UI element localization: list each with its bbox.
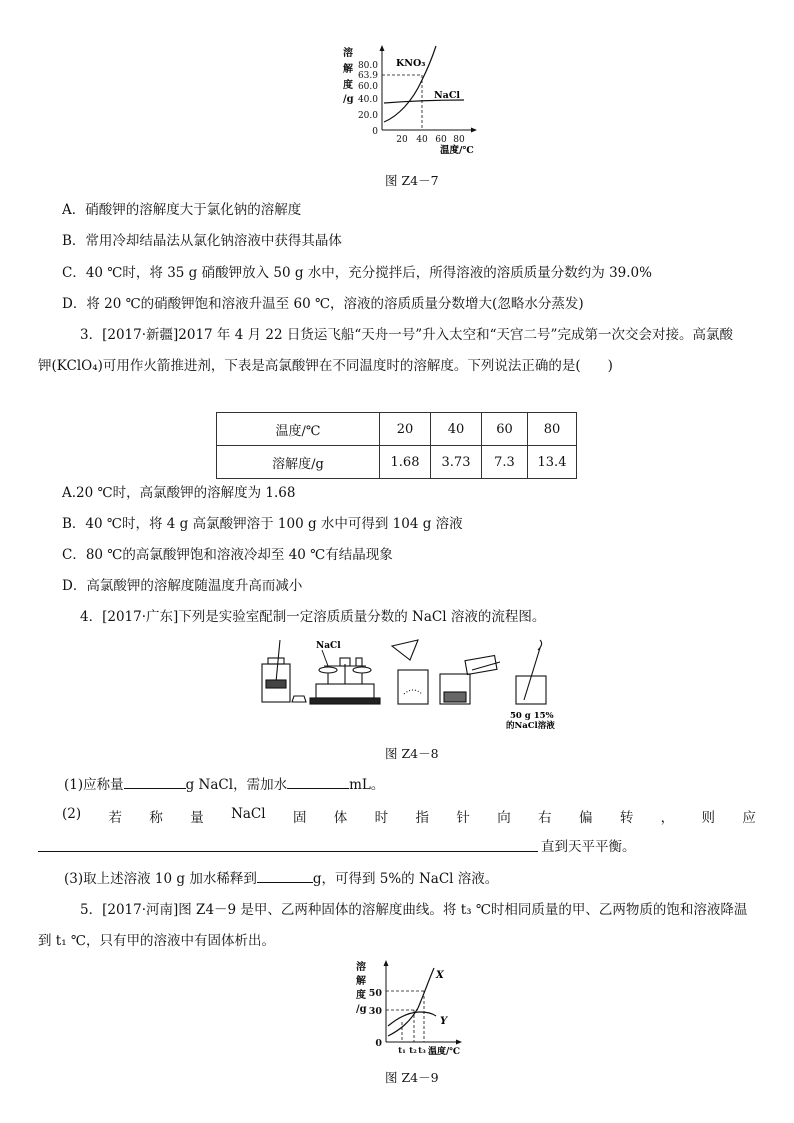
- y-axis-arrow: [384, 960, 389, 966]
- table-cell: 60: [482, 413, 528, 446]
- y-axis-char: 溶: [356, 962, 366, 973]
- q5-stem-line-1: 5．[2017·河南]图 Z4－9 是甲、乙两种固体的溶解度曲线。将 t₃ ℃时相同质量的甲、乙两物质的饱和溶液降温: [80, 902, 748, 918]
- q4-part-2-word: 则: [701, 810, 716, 826]
- table-header-cell: 溶解度/g: [217, 446, 380, 479]
- q3-option-a: A.20 ℃时，高氯酸钾的溶解度为 1.68: [62, 485, 296, 501]
- solubility-chart-z4-9: [348, 958, 468, 1062]
- pouring-beakers-icon: [440, 656, 500, 704]
- q3-option-d: D．高氯酸钾的溶解度随温度升高而减小: [62, 578, 303, 594]
- y-axis-char: /g: [356, 1004, 367, 1015]
- x-tick-label: 40: [416, 135, 428, 145]
- q4-part-1: [64, 776, 384, 794]
- table-cell: 3.73: [431, 446, 482, 479]
- x-tick-label: t₁: [398, 1046, 406, 1056]
- nacl-label: NaCl: [316, 641, 341, 651]
- x-axis-label: 温度/℃: [428, 1047, 461, 1057]
- table-header-cell: 温度/℃: [217, 413, 380, 446]
- q4-part-2-word: 指: [415, 810, 430, 826]
- q4-part-2-word: 固: [292, 810, 307, 826]
- q4-part-1-text-a: (1)应称量: [64, 777, 124, 793]
- y-axis-char: /g: [343, 94, 354, 105]
- series-label-x: X: [436, 970, 444, 981]
- y-axis-char: 度: [343, 80, 353, 91]
- q2-option-b: B．常用冷却结晶法从氯化钠溶液中获得其晶体: [62, 233, 342, 249]
- x-axis-arrow: [456, 1040, 462, 1045]
- y-tick-label: 0: [372, 127, 378, 137]
- curve-y: [388, 1012, 436, 1026]
- result-label-line-1: 50 g 15%: [510, 711, 554, 721]
- balance-icon: [310, 658, 380, 704]
- q4-part-2-word: (2): [62, 806, 82, 822]
- q4-part-3-text-b: g，可得到 5%的 NaCl 溶液。: [312, 871, 499, 887]
- x-axis-arrow: [471, 128, 477, 133]
- table-row: [217, 413, 577, 446]
- table-cell: 80: [528, 413, 577, 446]
- q4-part-2-word: 转: [619, 810, 634, 826]
- solubility-table: [216, 412, 577, 479]
- funnel-icon: [392, 640, 428, 704]
- table-row: [217, 446, 577, 479]
- q4-part-2-word: 向: [497, 810, 511, 826]
- y-axis-arrow: [380, 45, 385, 51]
- q4-part-3: [64, 870, 498, 888]
- spatula-icon: [322, 650, 328, 666]
- q4-part-2-word: 体: [333, 810, 348, 826]
- q4-part-2-word: ，: [660, 810, 675, 826]
- q3-option-c: C．80 ℃的高氯酸钾饱和溶液冷却至 40 ℃有结晶现象: [62, 547, 393, 563]
- q4-part-1-text-b: g NaCl，需加水: [185, 777, 288, 793]
- x-tick-label: t₂: [409, 1046, 417, 1056]
- reagent-bottle-icon: [262, 640, 306, 702]
- answer-blank[interactable]: [257, 870, 313, 883]
- y-tick-label: 0: [375, 1038, 382, 1049]
- y-tick-label: 50: [368, 988, 382, 999]
- q4-part-2-line-1: [62, 806, 756, 826]
- q4-part-2-word: 应: [742, 810, 756, 826]
- q3-stem-line-2: 钾(KClO₄)可用作火箭推进剂，下表是高氯酸钾在不同温度时的溶解度。下列说法正确的是( ): [38, 358, 613, 374]
- curve-x: [388, 968, 434, 1036]
- answer-blank-long[interactable]: [38, 851, 538, 852]
- q2-option-a: A．硝酸钾的溶解度大于氯化钠的溶解度: [62, 202, 302, 218]
- x-tick-label: 80: [453, 135, 465, 145]
- q4-part-1-text-c: mL。: [349, 777, 385, 793]
- q4-part-2-word: 量: [190, 810, 204, 826]
- q4-part-2-word: 称: [149, 810, 163, 826]
- q4-part-2-word: 针: [456, 810, 470, 826]
- q4-part-2-word: 时: [374, 810, 389, 826]
- q4-part-2-word: NaCl: [231, 806, 266, 822]
- q4-part-2-word: 若: [108, 810, 122, 826]
- table-cell: 7.3: [482, 446, 528, 479]
- figure-caption-z4-7: 图 Z4－7: [385, 173, 439, 188]
- answer-blank[interactable]: [287, 776, 349, 789]
- y-tick-label: 80.0: [357, 61, 378, 71]
- y-axis-char: 溶: [343, 48, 353, 59]
- solubility-chart-z4-7: [340, 44, 490, 158]
- x-tick-label: 20: [396, 135, 408, 145]
- y-tick-label: 60.0: [357, 82, 378, 92]
- series-label-y: Y: [440, 1016, 448, 1027]
- series-label-kno3: KNO₃: [396, 58, 426, 69]
- nacl-preparation-flowchart: [258, 636, 570, 732]
- y-axis-char: 解: [343, 64, 353, 75]
- y-tick-label: 20.0: [357, 111, 378, 121]
- q5-stem-line-2: 到 t₁ ℃，只有甲的溶液中有固体析出。: [38, 933, 276, 949]
- q4-part-2-end: 直到天平平衡。: [541, 839, 636, 855]
- q2-option-d: D．将 20 ℃的硝酸钾饱和溶液升温至 60 ℃，溶液的溶质质量分数增大(忽略水分蒸发): [62, 296, 584, 312]
- x-axis-label: 温度/℃: [440, 145, 474, 156]
- y-axis-char: 解: [356, 976, 366, 987]
- stirring-beaker-icon: [516, 640, 546, 704]
- q3-option-b: B．40 ℃时，将 4 g 高氯酸钾溶于 100 g 水中可得到 104 g 溶液: [62, 516, 463, 532]
- table-cell: 1.68: [380, 446, 431, 479]
- x-tick-label: t₃: [418, 1046, 426, 1056]
- y-tick-label: 63.9: [357, 71, 378, 81]
- figure-caption-z4-8: 图 Z4－8: [385, 746, 439, 761]
- answer-blank[interactable]: [124, 776, 186, 789]
- table-cell: 13.4: [528, 446, 577, 479]
- q2-option-c: C．40 ℃时，将 35 g 硝酸钾放入 50 g 水中，充分搅拌后，所得溶液的溶质质量分数约为 39.0%: [62, 265, 652, 281]
- y-tick-label: 30: [368, 1006, 382, 1017]
- y-tick-label: 40.0: [357, 95, 378, 105]
- q4-part-2-word: 偏: [578, 810, 593, 826]
- figure-caption-z4-9: 图 Z4－9: [385, 1070, 439, 1085]
- table-cell: 20: [380, 413, 431, 446]
- q4-stem: 4．[2017·广东]下列是实验室配制一定溶质质量分数的 NaCl 溶液的流程图。: [80, 609, 546, 625]
- q4-part-2-word: 右: [538, 810, 552, 826]
- result-label-line-2: 的NaCl溶液: [506, 721, 555, 731]
- q4-part-3-text-a: (3)取上述溶液 10 g 加水稀释到: [64, 871, 257, 887]
- x-tick-label: 60: [435, 135, 447, 145]
- y-axis-char: 度: [356, 990, 366, 1001]
- q3-stem-line-1: 3．[2017·新疆]2017 年 4 月 22 日货运飞船“天舟一号”升入太空和“天宫二号”完成第一次交会对接。高氯酸: [80, 327, 733, 343]
- series-label-nacl: NaCl: [434, 90, 461, 101]
- table-cell: 40: [431, 413, 482, 446]
